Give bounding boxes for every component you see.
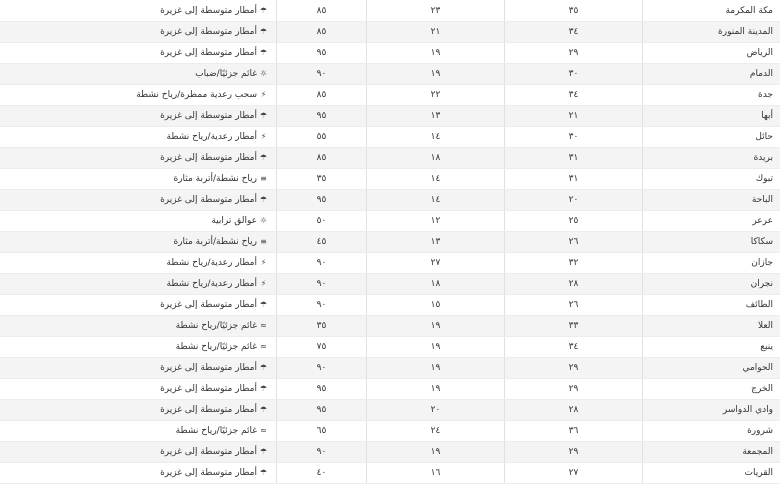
condition-cell bbox=[0, 274, 277, 295]
min-temp-cell: ١٣ bbox=[367, 232, 505, 253]
thunder-wind-icon: ⚡ bbox=[258, 258, 269, 267]
max-temp-cell: ٣٤ bbox=[505, 337, 643, 358]
min-temp-cell: ١٣ bbox=[367, 106, 505, 127]
min-temp-cell: ١٤ bbox=[367, 127, 505, 148]
condition-cell bbox=[0, 22, 277, 43]
min-temp-cell: ١٩ bbox=[367, 316, 505, 337]
humidity-cell: ٨٥ bbox=[277, 0, 367, 22]
condition-text: أمطار متوسطة إلى غزيرة bbox=[160, 195, 257, 205]
max-temp-cell: ٢٨ bbox=[505, 400, 643, 421]
condition-cell bbox=[0, 148, 277, 169]
table-row bbox=[0, 379, 780, 400]
humidity-cell: ٤٠ bbox=[277, 463, 367, 484]
max-temp-cell: ٢٩ bbox=[505, 442, 643, 463]
city-name-cell: الباحة bbox=[643, 190, 780, 211]
humidity-cell: ٩٥ bbox=[277, 190, 367, 211]
condition-text: أمطار رعدية/رياح نشطة bbox=[167, 279, 257, 289]
max-temp-cell: ٣٠ bbox=[505, 127, 643, 148]
min-temp-cell: ١٨ bbox=[367, 274, 505, 295]
condition-text: أمطار متوسطة إلى غزيرة bbox=[160, 111, 257, 121]
humidity-cell: ٨٥ bbox=[277, 85, 367, 106]
condition-text: سحب رعدية ممطرة/رياح نشطة bbox=[136, 90, 257, 100]
city-name-cell: تبوك bbox=[643, 169, 780, 190]
humidity-cell: ٩٠ bbox=[277, 295, 367, 316]
condition-cell bbox=[0, 85, 277, 106]
condition-text: غائم جزئيًا/ضباب bbox=[195, 69, 257, 79]
cloud-rain-icon: ☂ bbox=[258, 405, 269, 414]
table-row bbox=[0, 64, 780, 85]
condition-cell bbox=[0, 400, 277, 421]
thunder-wind-icon: ⚡ bbox=[258, 90, 269, 99]
thunder-wind-icon: ⚡ bbox=[258, 132, 269, 141]
max-temp-cell: ٣١ bbox=[505, 148, 643, 169]
wind-icon: ≈ bbox=[258, 426, 269, 435]
cloud-rain-icon: ☂ bbox=[258, 447, 269, 456]
max-temp-cell: ٢٠ bbox=[505, 190, 643, 211]
sun-haze-icon: ☼ bbox=[258, 69, 269, 78]
cloud-rain-icon: ☂ bbox=[258, 300, 269, 309]
condition-text: أمطار رعدية/رياح نشطة bbox=[167, 132, 257, 142]
humidity-cell: ٩٥ bbox=[277, 43, 367, 64]
min-temp-cell: ٢٣ bbox=[367, 0, 505, 22]
table-row bbox=[0, 274, 780, 295]
condition-text: أمطار متوسطة إلى غزيرة bbox=[160, 384, 257, 394]
city-name-cell: العلا bbox=[643, 316, 780, 337]
dust-lines-icon: ≡ bbox=[258, 174, 269, 183]
city-name-cell: نجران bbox=[643, 274, 780, 295]
table-row bbox=[0, 169, 780, 190]
min-temp-cell: ١٩ bbox=[367, 64, 505, 85]
condition-cell bbox=[0, 64, 277, 85]
humidity-cell: ٩٥ bbox=[277, 379, 367, 400]
max-temp-cell: ٢٥ bbox=[505, 211, 643, 232]
city-name-cell: سكاكا bbox=[643, 232, 780, 253]
wind-icon: ≈ bbox=[258, 342, 269, 351]
city-name-cell: وادي الدواسر bbox=[643, 400, 780, 421]
max-temp-cell: ٢٧ bbox=[505, 463, 643, 484]
max-temp-cell: ٣٤ bbox=[505, 22, 643, 43]
condition-cell bbox=[0, 358, 277, 379]
condition-cell bbox=[0, 421, 277, 442]
max-temp-cell: ٣٤ bbox=[505, 85, 643, 106]
condition-cell bbox=[0, 253, 277, 274]
max-temp-cell: ٢٦ bbox=[505, 295, 643, 316]
table-row bbox=[0, 43, 780, 64]
city-name-cell: الرياض bbox=[643, 43, 780, 64]
condition-cell bbox=[0, 106, 277, 127]
city-name-cell: الدمام bbox=[643, 64, 780, 85]
humidity-cell: ٤٥ bbox=[277, 232, 367, 253]
city-name-cell: حائل bbox=[643, 127, 780, 148]
sun-haze-icon: ☼ bbox=[258, 216, 269, 225]
table-row bbox=[0, 22, 780, 43]
city-name-cell: المجمعة bbox=[643, 442, 780, 463]
table-row bbox=[0, 442, 780, 463]
thunder-wind-icon: ⚡ bbox=[258, 279, 269, 288]
condition-text: رياح نشطة/أتربة مثارة bbox=[173, 174, 257, 184]
table-row bbox=[0, 295, 780, 316]
humidity-cell: ٨٥ bbox=[277, 148, 367, 169]
humidity-cell: ٣٥ bbox=[277, 316, 367, 337]
city-name-cell: الحوامي bbox=[643, 358, 780, 379]
condition-text: أمطار متوسطة إلى غزيرة bbox=[160, 447, 257, 457]
min-temp-cell: ٢٤ bbox=[367, 421, 505, 442]
cloud-rain-icon: ☂ bbox=[258, 48, 269, 57]
max-temp-cell: ٣٠ bbox=[505, 64, 643, 85]
city-name-cell: جازان bbox=[643, 253, 780, 274]
city-name-cell: بريدة bbox=[643, 148, 780, 169]
table-row bbox=[0, 463, 780, 484]
condition-cell bbox=[0, 190, 277, 211]
humidity-cell: ٩٥ bbox=[277, 106, 367, 127]
max-temp-cell: ٢١ bbox=[505, 106, 643, 127]
humidity-cell: ٩٠ bbox=[277, 442, 367, 463]
city-name-cell: عرعر bbox=[643, 211, 780, 232]
min-temp-cell: ٢٠ bbox=[367, 400, 505, 421]
humidity-cell: ٨٥ bbox=[277, 22, 367, 43]
condition-text: أمطار متوسطة إلى غزيرة bbox=[160, 27, 257, 37]
max-temp-cell: ٣١ bbox=[505, 169, 643, 190]
min-temp-cell: ١٨ bbox=[367, 148, 505, 169]
condition-text: غائم جزئيًا/رياح نشطة bbox=[176, 321, 257, 331]
city-name-cell: جدة bbox=[643, 85, 780, 106]
condition-cell bbox=[0, 232, 277, 253]
cloud-rain-icon: ☂ bbox=[258, 363, 269, 372]
condition-text: غائم جزئيًا/رياح نشطة bbox=[176, 426, 257, 436]
condition-cell bbox=[0, 442, 277, 463]
humidity-cell: ٧٥ bbox=[277, 337, 367, 358]
max-temp-cell: ٢٩ bbox=[505, 379, 643, 400]
humidity-cell: ٩٠ bbox=[277, 358, 367, 379]
dust-lines-icon: ≡ bbox=[258, 237, 269, 246]
table-row bbox=[0, 400, 780, 421]
table-row bbox=[0, 421, 780, 442]
max-temp-cell: ٣٢ bbox=[505, 253, 643, 274]
table-row bbox=[0, 337, 780, 358]
humidity-cell: ٣٥ bbox=[277, 169, 367, 190]
cloud-rain-icon: ☂ bbox=[258, 6, 269, 15]
max-temp-cell: ٣٣ bbox=[505, 316, 643, 337]
condition-cell bbox=[0, 316, 277, 337]
min-temp-cell: ١٩ bbox=[367, 358, 505, 379]
min-temp-cell: ٢٧ bbox=[367, 253, 505, 274]
table-row bbox=[0, 106, 780, 127]
humidity-cell: ٩٥ bbox=[277, 400, 367, 421]
max-temp-cell: ٢٨ bbox=[505, 274, 643, 295]
humidity-cell: ٩٠ bbox=[277, 253, 367, 274]
condition-cell bbox=[0, 379, 277, 400]
condition-cell bbox=[0, 0, 277, 22]
table-row bbox=[0, 148, 780, 169]
min-temp-cell: ١٩ bbox=[367, 337, 505, 358]
min-temp-cell: ١٥ bbox=[367, 295, 505, 316]
condition-text: عوالق ترابية bbox=[211, 216, 257, 226]
city-name-cell: شرورة bbox=[643, 421, 780, 442]
table-row bbox=[0, 358, 780, 379]
condition-text: أمطار متوسطة إلى غزيرة bbox=[160, 153, 257, 163]
condition-text: أمطار رعدية/رياح نشطة bbox=[167, 258, 257, 268]
max-temp-cell: ٢٩ bbox=[505, 358, 643, 379]
min-temp-cell: ١٤ bbox=[367, 190, 505, 211]
condition-text: أمطار متوسطة إلى غزيرة bbox=[160, 468, 257, 478]
condition-cell bbox=[0, 211, 277, 232]
condition-cell bbox=[0, 463, 277, 484]
city-name-cell: أبها bbox=[643, 106, 780, 127]
max-temp-cell: ٢٩ bbox=[505, 43, 643, 64]
max-temp-cell: ٢٦ bbox=[505, 232, 643, 253]
table-row bbox=[0, 232, 780, 253]
table-row bbox=[0, 211, 780, 232]
min-temp-cell: ١٤ bbox=[367, 169, 505, 190]
table-row bbox=[0, 253, 780, 274]
min-temp-cell: ١٩ bbox=[367, 379, 505, 400]
table-row bbox=[0, 190, 780, 211]
humidity-cell: ٦٥ bbox=[277, 421, 367, 442]
table-row bbox=[0, 0, 780, 22]
cloud-rain-icon: ☂ bbox=[258, 468, 269, 477]
humidity-cell: ٥٠ bbox=[277, 211, 367, 232]
condition-cell bbox=[0, 127, 277, 148]
humidity-cell: ٩٠ bbox=[277, 274, 367, 295]
humidity-cell: ٥٥ bbox=[277, 127, 367, 148]
table-row bbox=[0, 85, 780, 106]
min-temp-cell: ٢١ bbox=[367, 22, 505, 43]
condition-cell bbox=[0, 337, 277, 358]
condition-cell bbox=[0, 43, 277, 64]
condition-text: رياح نشطة/أتربة مثارة bbox=[173, 237, 257, 247]
condition-text: غائم جزئيًا/رياح نشطة bbox=[176, 342, 257, 352]
min-temp-cell: ١٢ bbox=[367, 211, 505, 232]
city-name-cell: القريات bbox=[643, 463, 780, 484]
condition-cell bbox=[0, 295, 277, 316]
cloud-rain-icon: ☂ bbox=[258, 153, 269, 162]
min-temp-cell: ١٩ bbox=[367, 43, 505, 64]
max-temp-cell: ٣٦ bbox=[505, 421, 643, 442]
city-name-cell: الطائف bbox=[643, 295, 780, 316]
min-temp-cell: ٢٢ bbox=[367, 85, 505, 106]
wind-icon: ≈ bbox=[258, 321, 269, 330]
condition-text: أمطار متوسطة إلى غزيرة bbox=[160, 405, 257, 415]
condition-text: أمطار متوسطة إلى غزيرة bbox=[160, 6, 257, 16]
min-temp-cell: ١٩ bbox=[367, 442, 505, 463]
table-row bbox=[0, 127, 780, 148]
condition-text: أمطار متوسطة إلى غزيرة bbox=[160, 363, 257, 373]
cloud-rain-icon: ☂ bbox=[258, 384, 269, 393]
city-name-cell: الخرج bbox=[643, 379, 780, 400]
city-name-cell: مكة المكرمة bbox=[643, 0, 780, 22]
humidity-cell: ٩٠ bbox=[277, 64, 367, 85]
min-temp-cell: ١٦ bbox=[367, 463, 505, 484]
table-row bbox=[0, 316, 780, 337]
max-temp-cell: ٣٥ bbox=[505, 0, 643, 22]
condition-text: أمطار متوسطة إلى غزيرة bbox=[160, 48, 257, 58]
city-name-cell: ينبع bbox=[643, 337, 780, 358]
condition-text: أمطار متوسطة إلى غزيرة bbox=[160, 300, 257, 310]
cloud-rain-icon: ☂ bbox=[258, 27, 269, 36]
city-name-cell: المدينة المنورة bbox=[643, 22, 780, 43]
cloud-rain-icon: ☂ bbox=[258, 195, 269, 204]
condition-cell bbox=[0, 169, 277, 190]
cloud-rain-icon: ☂ bbox=[258, 111, 269, 120]
